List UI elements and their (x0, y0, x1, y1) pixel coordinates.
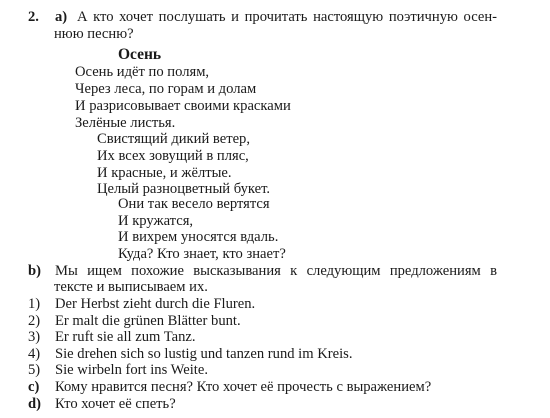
sentence-text: Er ruft sie all zum Tanz. (55, 329, 196, 345)
part-c-label: с) (28, 379, 40, 395)
poem-line: Свистящий дикий ветер, (97, 131, 250, 147)
sentence-number: 2) (28, 313, 41, 329)
poem-line: Осень идёт по полям, (75, 64, 210, 80)
poem-line: Их всех зовущий в пляс, (97, 148, 249, 164)
part-a-text-line1: А кто хочет послушать и прочитать настоящую поэтичную осен- (77, 9, 497, 25)
poem-line: Зелёные листья. (75, 115, 176, 131)
part-a-text-line2: нюю песню? (54, 26, 134, 42)
part-c-text: Кому нравится песня? Кто хочет её прочесть с выражением? (55, 379, 432, 395)
sentence-text: Sie wirbeln fort ins Weite. (55, 362, 208, 378)
poem-line: И вихрем уносятся вдаль. (118, 229, 279, 245)
part-d-label: d) (28, 396, 41, 412)
sentence-text: Der Herbst zieht durch die Fluren. (55, 296, 256, 312)
poem-line: Они так весело вертятся (118, 196, 270, 212)
poem-line: И разрисовывает своими красками (75, 98, 291, 114)
sentence-number: 4) (28, 346, 41, 362)
part-a-label: а) (55, 9, 68, 25)
part-b-label: b) (28, 263, 41, 279)
sentence-text: Sie drehen sich so lustig und tanzen rund im Kreis. (55, 346, 353, 362)
part-b-text-line1: Мы ищем похожие высказывания к следующим предложениям в (55, 263, 497, 279)
sentence-text: Er malt die grünen Blätter bunt. (55, 313, 241, 329)
poem-title: Осень (118, 46, 162, 63)
poem-line: И кружатся, (118, 213, 194, 229)
exercise-number: 2. (28, 9, 39, 25)
poem-line: Через леса, по горам и долам (75, 81, 257, 97)
poem-line: И красные, и жёлтые. (97, 165, 232, 181)
sentence-number: 5) (28, 362, 41, 378)
part-d-text: Кто хочет её спеть? (55, 396, 176, 412)
sentence-number: 1) (28, 296, 41, 312)
part-b-text-line2: тексте и выписываем их. (54, 279, 208, 295)
poem-line: Целый разноцветный букет. (97, 181, 271, 197)
poem-line: Куда? Кто знает, кто знает? (118, 246, 286, 262)
sentence-number: 3) (28, 329, 41, 345)
